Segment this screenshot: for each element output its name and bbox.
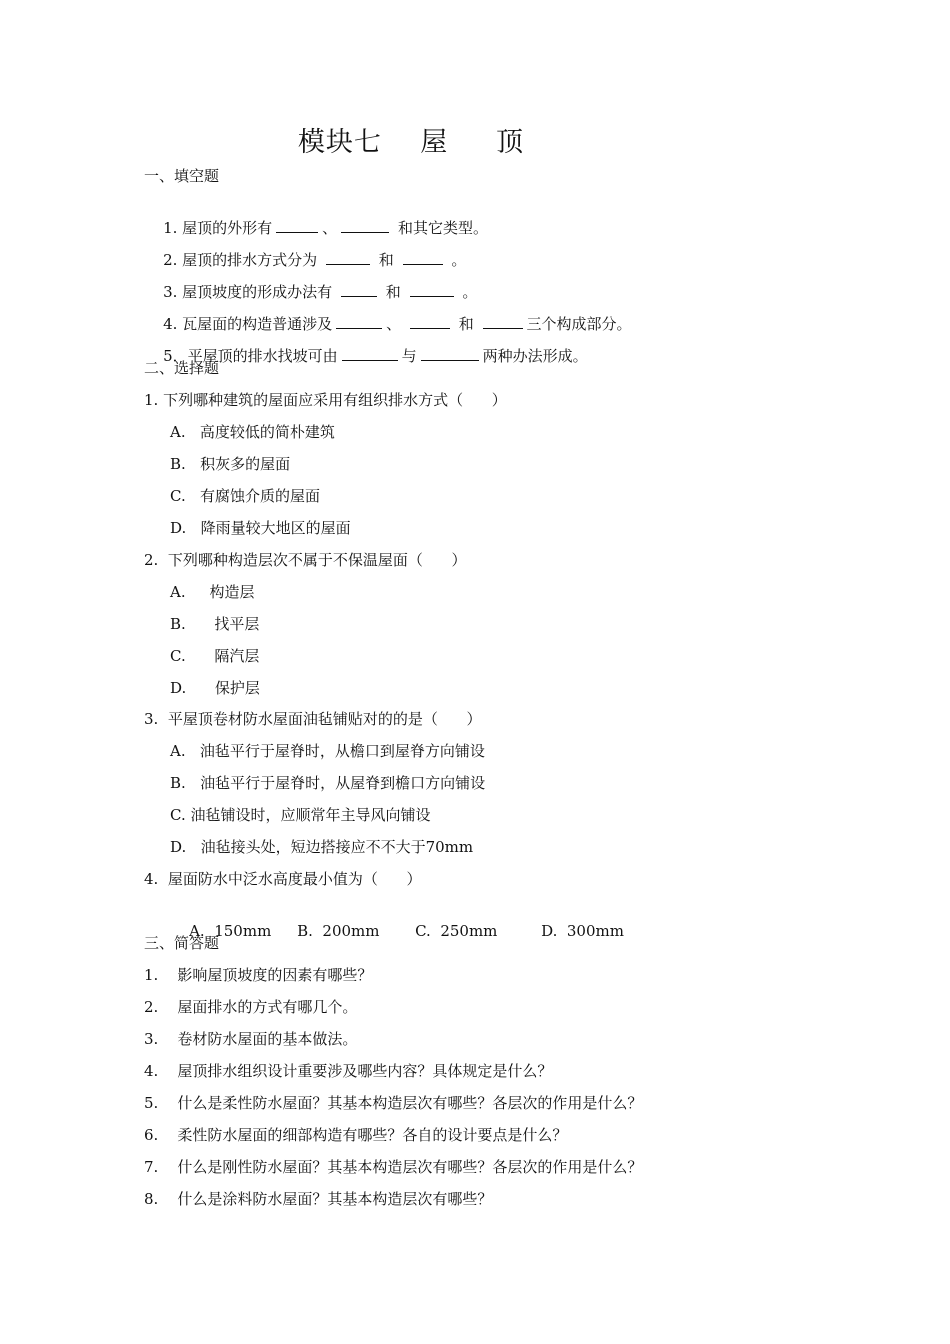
fill-question-3: 3. 屋顶坡度的形成办法有 和 。 [163, 283, 478, 301]
short-answer-question: 6. 柔性防水屋面的细部构造有哪些？各自的设计要点是什么？ [144, 1126, 568, 1144]
page-title: 模块七 屋 顶 [297, 127, 525, 158]
choice-option[interactable]: D. 300mm [541, 922, 624, 940]
short-answer-question: 2. 屋面排水的方式有哪几个。 [144, 998, 358, 1016]
section-heading-fill-blank: 一、填空题 [144, 167, 220, 185]
short-answer-question: 5. 什么是柔性防水屋面？其基本构造层次有哪些？各层次的作用是什么？ [144, 1094, 643, 1112]
choice-option[interactable]: C. 有腐蚀介质的屋面 [170, 487, 321, 505]
choice-option[interactable]: D. 降雨量较大地区的屋面 [170, 519, 351, 537]
choice-option-row [170, 901, 624, 961]
choice-question-2: 2. 下列哪种构造层次不属于不保温屋面（ ） [144, 551, 467, 569]
choice-option[interactable]: A. 150mm [189, 922, 272, 940]
choice-option[interactable]: B. 200mm [297, 922, 380, 940]
fill-question-1: 1. 屋顶的外形有 、 和其它类型。 [163, 219, 488, 237]
choice-option[interactable]: C. 油毡铺设时，应顺常年主导风向铺设 [170, 806, 431, 824]
choice-option[interactable]: A. 构造层 [170, 583, 255, 601]
section-heading-short-answer: 三、简答题 [144, 934, 220, 952]
fill-question-4: 4. 瓦屋面的构造普通涉及 、 和 三个构成部分。 [163, 315, 632, 333]
short-answer-question: 1. 影响屋顶坡度的因素有哪些？ [144, 966, 373, 984]
short-answer-question: 7. 什么是刚性防水屋面？其基本构造层次有哪些？各层次的作用是什么？ [144, 1158, 643, 1176]
choice-option[interactable]: D. 保护层 [170, 679, 260, 697]
choice-option[interactable]: B. 找平层 [170, 615, 260, 633]
short-answer-question: 4. 屋顶排水组织设计重要涉及哪些内容？具体规定是什么？ [144, 1062, 553, 1080]
fill-question-5: 5．平屋顶的排水找坡可由 与 两种办法形成。 [163, 347, 588, 365]
choice-question-3: 3. 平屋顶卷材防水屋面油毡铺贴对的的是（ ） [144, 710, 482, 728]
section-heading-multiple-choice: 二、选择题 [144, 359, 220, 377]
choice-option[interactable]: B. 积灰多的屋面 [170, 455, 291, 473]
choice-option[interactable]: A. 油毡平行于屋脊时，从檐口到屋脊方向铺设 [170, 742, 485, 760]
short-answer-question: 8. 什么是涂料防水屋面？其基本构造层次有哪些？ [144, 1190, 493, 1208]
choice-option[interactable]: A. 高度较低的简朴建筑 [170, 423, 335, 441]
short-answer-question: 3. 卷材防水屋面的基本做法。 [144, 1030, 358, 1048]
answer-blank[interactable] [342, 346, 398, 361]
choice-option[interactable]: D. 油毡接头处，短边搭接应不不大于70mm [170, 838, 474, 856]
answer-blank[interactable] [421, 346, 479, 361]
choice-option[interactable]: B. 油毡平行于屋脊时，从屋脊到檐口方向铺设 [170, 774, 486, 792]
choice-question-4: 4. 屋面防水中泛水高度最小值为（ ） [144, 870, 422, 888]
choice-question-1: 1. 下列哪种建筑的屋面应采用有组织排水方式（ ） [144, 391, 507, 409]
choice-option[interactable]: C. 隔汽层 [170, 647, 260, 665]
fill-question-2: 2. 屋顶的排水方式分为 和 。 [163, 251, 467, 269]
choice-option[interactable]: C. 250mm [415, 922, 498, 940]
